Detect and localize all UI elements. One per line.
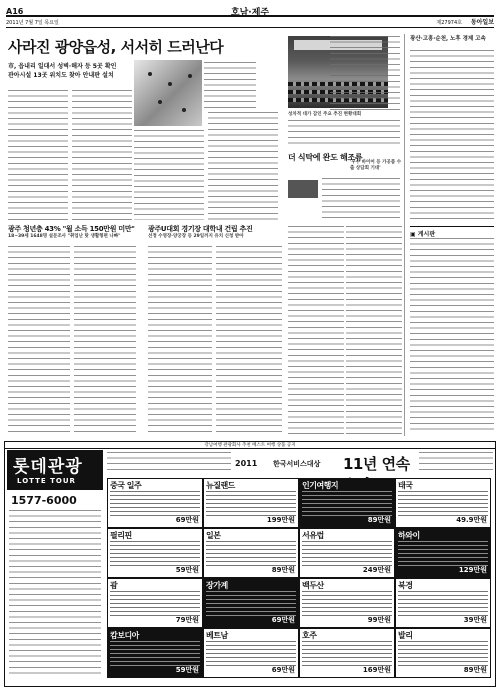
ad-price: 59만원 [175,666,199,674]
ad-destination: 인기여행지 [302,481,339,490]
bulletin-text [410,238,494,434]
ad-destination: 하와이 [398,531,420,540]
masthead: 동아일보 [470,19,494,26]
ad-price: 69만원 [175,516,199,524]
ad-itinerary-text [110,641,200,666]
brand-name-ko: 롯데관광 [13,457,83,477]
ad-itinerary-text [302,491,392,516]
main-subhead-line: 市, 읍내리 일대서 성벽·해자 등 5곳 확인 [8,63,117,70]
ad-intro-text [107,452,231,474]
ad-price: 39만원 [463,616,487,624]
ad-product-cell[interactable] [395,578,491,628]
ad-price: 89만원 [463,666,487,674]
map-photo [134,60,202,126]
uni-games-headline: 광주U대회 경기장 대학내 건립 추진 [148,225,253,233]
issue-date: 2011년 7월 7일 목요일 [6,20,59,26]
right-article-column-2 [346,226,402,434]
ad-price: 69만원 [271,666,295,674]
ad-price: 199만원 [266,516,295,524]
ad-destination: 일본 [206,531,221,540]
seaweed-photo [288,180,318,198]
uni-games-subhead: 선정 수영장·양궁장 등 29일까지 유치 신청 받아 [148,234,244,239]
page-number: A16 [6,7,24,16]
award-name: 한국서비스대상 [273,460,321,468]
ad-product-cell[interactable] [107,478,203,528]
ad-product-cell[interactable] [395,628,491,678]
main-column-4 [208,112,278,220]
ad-itinerary-text [110,541,200,566]
ad-price: 249만원 [362,566,391,574]
map-marker [188,74,192,78]
sidebar-text [410,50,494,220]
award-streak: 11년 연속 [343,455,410,473]
ad-destination: 중국 일주 [110,481,142,490]
ad-product-cell[interactable] [107,628,203,678]
photo-side-text [330,36,400,112]
right-article-headline: 더 식탁에 완도 해조류 [288,153,363,162]
ad-destination: 태국 [398,481,413,490]
main-headline: 사라진 광양읍성, 서서히 드러난다 [8,38,224,56]
ad-price: 89만원 [367,516,391,524]
ad-price: 49.9만원 [456,516,487,524]
ad-destination: 호주 [302,631,317,640]
ad-destination: 필리핀 [110,531,132,540]
ad-product-cell[interactable] [203,628,299,678]
right-article-subhead: '우수 바이어 등 가공품 수출 상담회 기대' [350,160,402,171]
ad-itinerary-text [302,541,392,566]
ad-product-cell[interactable] [395,528,491,578]
youth-income-subhead: 18~39세 1648명 설문조사 "취업난 탓 생활형편 나빠" [8,234,121,239]
youth-column-1 [8,246,70,434]
ad-price: 59만원 [175,566,199,574]
ad-left-text [9,510,101,678]
youth-income-headline: 광주 청년층 43% "월 소득 150만원 미만" [8,225,135,233]
ad-price: 99만원 [367,616,391,624]
header-rule-bottom [6,27,494,28]
ad-destination: 베트남 [206,631,228,640]
ad-price: 69만원 [271,616,295,624]
main-column-1 [8,90,68,220]
ad-itinerary-text [110,491,200,516]
ad-destination: 뉴질랜드 [206,481,235,490]
main-subhead [8,62,128,80]
ad-itinerary-text [110,591,200,616]
ad-destination: 발리 [398,631,413,640]
ad-itinerary-text [302,591,392,616]
header-rule [6,15,494,17]
ad-itinerary-text [398,541,488,566]
ad-product-cell[interactable] [395,478,491,528]
map-marker [148,72,152,76]
award-banner [235,450,415,472]
ad-itinerary-text [302,641,392,666]
award-year: 2011 [235,459,258,468]
ad-product-cell[interactable] [203,528,299,578]
ad-destination: 장가계 [206,581,228,590]
ad-product-cell[interactable] [107,528,203,578]
uni-column-1 [148,246,212,434]
ad-product-cell[interactable] [203,578,299,628]
brand-name-en: LOTTE TOUR [17,477,76,485]
issue-number: 제27974호 [436,20,462,26]
ad-itinerary-text [206,541,296,566]
ad-destination: 백두산 [302,581,324,590]
ad-itinerary-text [398,591,488,616]
right-article-column-1 [288,226,344,434]
photo-caption: 성차적 대가 감인 주요 추진 현황대회 [288,112,362,117]
ad-price: 79만원 [175,616,199,624]
ad-contact-text [419,452,493,474]
travel-advertisement[interactable] [4,441,496,687]
photo-caption-text [288,120,400,144]
sidebar-title: 광산·고흥·순천, 노후 경제 고속 [410,36,486,42]
ad-itinerary-text [206,491,296,516]
ad-destination: 괌 [110,581,118,590]
ad-itinerary-text [398,491,488,516]
bulletin-box-title: ▣ 게시판 [410,226,494,238]
youth-column-2 [74,246,136,434]
ad-product-cell[interactable] [107,578,203,628]
ad-topbar: 강남여행 관광회사 추천 베스트 여행 상품 공지 [5,442,495,449]
ad-price: 169만원 [362,666,391,674]
ad-price: 129만원 [458,566,487,574]
ad-itinerary-text [398,641,488,666]
ad-destination: 캄보디아 [110,631,139,640]
ad-destination: 서유럽 [302,531,324,540]
map-marker [168,82,172,86]
ad-product-cell[interactable] [299,478,395,528]
uni-column-2 [216,246,282,434]
ad-itinerary-text [206,591,296,616]
ad-itinerary-text [206,641,296,666]
ad-product-cell[interactable] [299,578,395,628]
ad-destination: 북경 [398,581,413,590]
ad-phone-number: 1577-6000 [11,494,77,507]
lotte-tour-logo [7,450,103,490]
map-marker [182,108,186,112]
right-article-text [322,178,400,222]
page-header [6,4,494,30]
main-column-2 [72,90,132,220]
column-divider [404,34,405,436]
ad-price: 89만원 [271,566,295,574]
ad-product-cell[interactable] [299,628,395,678]
main-column-3 [134,130,204,220]
map-marker [158,100,162,104]
map-caption-text [204,62,256,108]
section-title: 호남·제주 [230,8,270,18]
main-subhead-line: 관아시설 13곳 위치도 찾아 안내판 설치 [8,72,114,79]
ad-product-cell[interactable] [299,528,395,578]
ad-product-cell[interactable] [203,478,299,528]
